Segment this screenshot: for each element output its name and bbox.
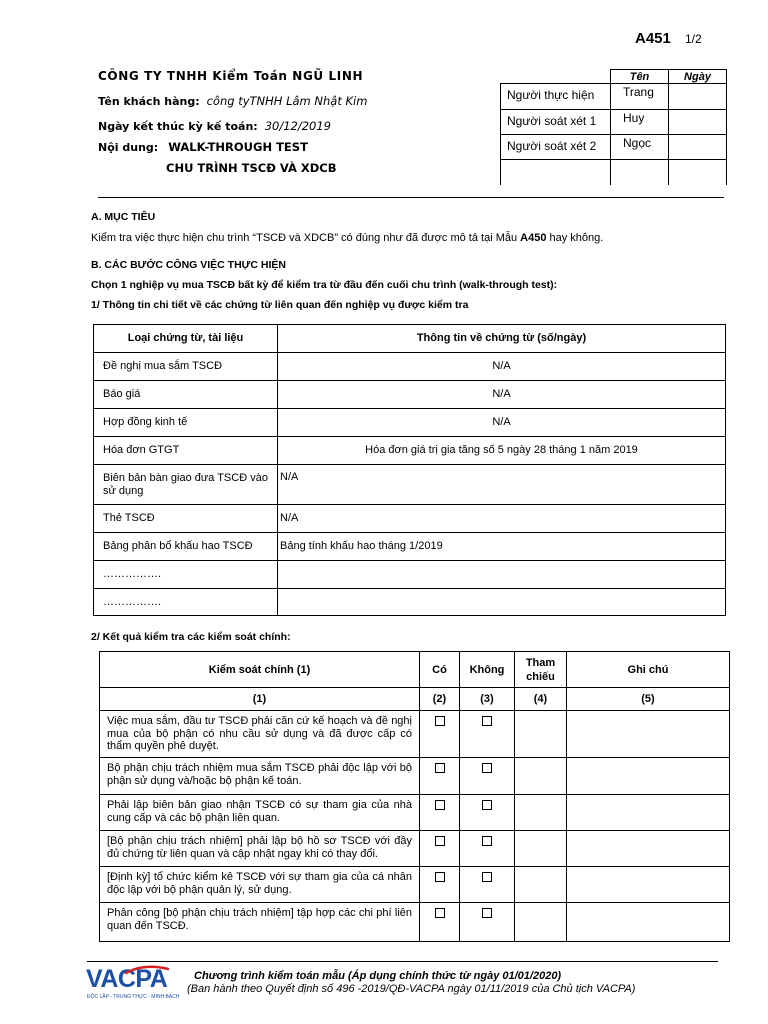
control-text: [Định kỳ] tổ chức kiểm kê TSCĐ với sự tham gia của cá nhân độc lập với bộ phận quản lý, sử dụng. (100, 867, 420, 903)
table-header-row (94, 325, 726, 353)
yes-checkbox[interactable] (435, 908, 445, 918)
doc-type-header: Loại chứng từ, tài liệu (94, 325, 278, 353)
no-checkbox[interactable] (482, 836, 492, 846)
logo-tagline: ĐỘC LẬP - TRUNG THỰC - MINH BẠCH (87, 994, 180, 1000)
column-number: (2) (420, 688, 460, 711)
footer-program-title: Chương trình kiểm toán mẫu (Áp dụng chính thức từ ngày 01/01/2020) (194, 970, 562, 982)
doc-info: N/A (278, 353, 726, 381)
note-cell (567, 758, 730, 795)
section-b-intro: Chọn 1 nghiệp vụ mua TSCĐ bất kỳ để kiểm tra từ đầu đến cuối chu trình (walk-through test): (91, 279, 558, 291)
period-value: 30/12/2019 (264, 119, 331, 133)
signoff-name (611, 160, 669, 185)
client-label: Tên khách hàng: (98, 95, 200, 108)
control-text: Phân công [bộ phận chịu trách nhiệm] tập hợp các chi phí liên quan đến TSCĐ. (100, 903, 420, 942)
doc-info (278, 589, 726, 616)
signoff-table (500, 69, 727, 185)
logo-wordmark: VACPA (86, 965, 168, 993)
doc-type: ……………. (94, 561, 278, 589)
content-line (98, 140, 308, 155)
doc-info-header: Thông tin về chứng từ (số/ngày) (278, 325, 726, 353)
signoff-name: Trang (611, 84, 669, 110)
doc-info: N/A (278, 465, 726, 505)
doc-type: Thẻ TSCĐ (94, 505, 278, 533)
column-number-row (100, 688, 730, 711)
no-checkbox[interactable] (482, 763, 492, 773)
footer-decision-note: (Ban hành theo Quyết định số 496 -2019/QĐ-VACPA ngày 01/11/2019 của Chủ tịch VACPA) (187, 983, 636, 995)
signoff-name-header: Tên (611, 70, 669, 84)
documents-table (93, 324, 726, 616)
reference-cell (515, 831, 567, 867)
control-header: Kiểm soát chính (1) (100, 652, 420, 688)
company-name: CÔNG TY TNHH Kiểm Toán NGŨ LINH (98, 69, 364, 83)
reference-cell (515, 903, 567, 942)
table-row (100, 758, 730, 795)
no-checkbox[interactable] (482, 908, 492, 918)
reference-cell (515, 711, 567, 758)
period-label: Ngày kết thúc kỳ kế toán: (98, 120, 258, 133)
vacpa-logo (86, 964, 180, 1004)
doc-info (278, 561, 726, 589)
signoff-date (669, 110, 727, 135)
signoff-corner-cell (501, 70, 611, 84)
signoff-row (501, 135, 727, 160)
signoff-role: Người thực hiện (501, 84, 611, 110)
doc-type: Đề nghị mua sắm TSCĐ (94, 353, 278, 381)
signoff-row (501, 84, 727, 110)
table-row (94, 589, 726, 616)
objective-form-ref: A450 (520, 232, 547, 244)
client-line (98, 94, 367, 109)
table-row (100, 795, 730, 831)
column-number: (3) (460, 688, 515, 711)
controls-heading: 2/ Kết quả kiểm tra các kiểm soát chính: (91, 631, 291, 643)
doc-info: N/A (278, 381, 726, 409)
note-cell (567, 903, 730, 942)
signoff-row (501, 110, 727, 135)
doc-info: N/A (278, 505, 726, 533)
no-cell (460, 867, 515, 903)
doc-type: Bảng phân bổ khấu hao TSCĐ (94, 533, 278, 561)
signoff-role: Người soát xét 2 (501, 135, 611, 160)
signoff-role (501, 160, 611, 185)
control-text: [Bộ phận chịu trách nhiệm] phải lập bộ hồ sơ TSCĐ với đầy đủ chứng từ liên quan và cập nhật ngay khi có thay đổi. (100, 831, 420, 867)
signoff-name: Huy (611, 110, 669, 135)
signoff-header-row (501, 70, 727, 84)
note-cell (567, 711, 730, 758)
section-a-title: A. MỤC TIÊU (91, 211, 156, 223)
doc-info: N/A (278, 409, 726, 437)
no-cell (460, 758, 515, 795)
page-number: 1/2 (685, 32, 702, 46)
section-b-title: B. CÁC BƯỚC CÔNG VIỆC THỰC HIỆN (91, 259, 286, 271)
yes-cell (420, 831, 460, 867)
footer-divider (87, 961, 718, 962)
column-number: (4) (515, 688, 567, 711)
no-header: Không (460, 652, 515, 688)
table-row (94, 561, 726, 589)
table-row (94, 533, 726, 561)
yes-checkbox[interactable] (435, 872, 445, 882)
no-checkbox[interactable] (482, 800, 492, 810)
table-row (94, 505, 726, 533)
objective-text (91, 232, 603, 245)
doc-type: Biên bản bàn giao đưa TSCĐ vào sử dụng (94, 465, 278, 505)
reference-cell (515, 795, 567, 831)
doc-info: Hóa đơn giá trị gia tăng số 5 ngày 28 tháng 1 năm 2019 (278, 437, 726, 465)
no-cell (460, 831, 515, 867)
yes-header: Có (420, 652, 460, 688)
table-row (94, 409, 726, 437)
no-checkbox[interactable] (482, 872, 492, 882)
table-row (94, 465, 726, 505)
yes-checkbox[interactable] (435, 836, 445, 846)
table-row (94, 353, 726, 381)
signoff-role: Người soát xét 1 (501, 110, 611, 135)
yes-cell (420, 903, 460, 942)
content-title: WALK-THROUGH TEST (168, 140, 308, 154)
signoff-date (669, 135, 727, 160)
yes-cell (420, 758, 460, 795)
signoff-date (669, 160, 727, 185)
control-text: Việc mua sắm, đầu tư TSCĐ phải căn cứ kế hoạch và đề nghị mua của bộ phận có nhu cầu sử dụng và đã được cấp có thẩm quyền phê duyệt. (100, 711, 420, 758)
no-cell (460, 795, 515, 831)
no-cell (460, 711, 515, 758)
header-divider (98, 197, 724, 198)
note-header: Ghi chú (567, 652, 730, 688)
yes-cell (420, 795, 460, 831)
yes-checkbox[interactable] (435, 800, 445, 810)
control-text: Phải lập biên bản giao nhận TSCĐ có sự tham gia của nhà cung cấp và các bộ phận liên quan. (100, 795, 420, 831)
table-header-row (100, 652, 730, 688)
signoff-blank-row (501, 160, 727, 185)
signoff-name: Ngọc (611, 135, 669, 160)
doc-type: Hóa đơn GTGT (94, 437, 278, 465)
table-row (100, 867, 730, 903)
controls-table (99, 651, 730, 942)
doc-type: Hợp đồng kinh tế (94, 409, 278, 437)
objective-text-part: hay không. (546, 232, 604, 244)
note-cell (567, 831, 730, 867)
column-number: (5) (567, 688, 730, 711)
table-row (100, 711, 730, 758)
logo-swoosh-icon (86, 964, 176, 978)
reference-cell (515, 867, 567, 903)
note-cell (567, 795, 730, 831)
reference-cell (515, 758, 567, 795)
no-checkbox[interactable] (482, 716, 492, 726)
table-row (94, 381, 726, 409)
table-row (100, 903, 730, 942)
yes-cell (420, 867, 460, 903)
doc-type: Báo giá (94, 381, 278, 409)
objective-text-part: Kiểm tra việc thực hiện chu trình “TSCĐ và XDCB” có đúng như đã được mô tả tại Mẫu (91, 232, 521, 244)
content-label: Nội dung: (98, 141, 159, 154)
doc-type: ……………. (94, 589, 278, 616)
reference-header: Tham chiếu (515, 652, 567, 688)
yes-cell (420, 711, 460, 758)
column-number: (1) (100, 688, 420, 711)
documents-heading: 1/ Thông tin chi tiết về các chứng từ liên quan đến nghiệp vụ được kiểm tra (91, 299, 469, 311)
content-subtitle: CHU TRÌNH TSCĐ VÀ XDCB (166, 161, 337, 175)
client-value: công tyTNHH Lâm Nhật Kim (206, 94, 368, 108)
control-text: Bộ phận chịu trách nhiệm mua sắm TSCĐ phải độc lập với bộ phận sử dụng và/hoặc bộ phận kế toán. (100, 758, 420, 795)
signoff-date (669, 84, 727, 110)
table-row (94, 437, 726, 465)
working-paper-code: A451 (635, 30, 671, 47)
doc-info: Bảng tính khấu hao tháng 1/2019 (278, 533, 726, 561)
table-row (100, 831, 730, 867)
yes-checkbox[interactable] (435, 716, 445, 726)
note-cell (567, 867, 730, 903)
period-line (98, 119, 331, 134)
yes-checkbox[interactable] (435, 763, 445, 773)
signoff-date-header: Ngày (669, 70, 727, 84)
no-cell (460, 903, 515, 942)
